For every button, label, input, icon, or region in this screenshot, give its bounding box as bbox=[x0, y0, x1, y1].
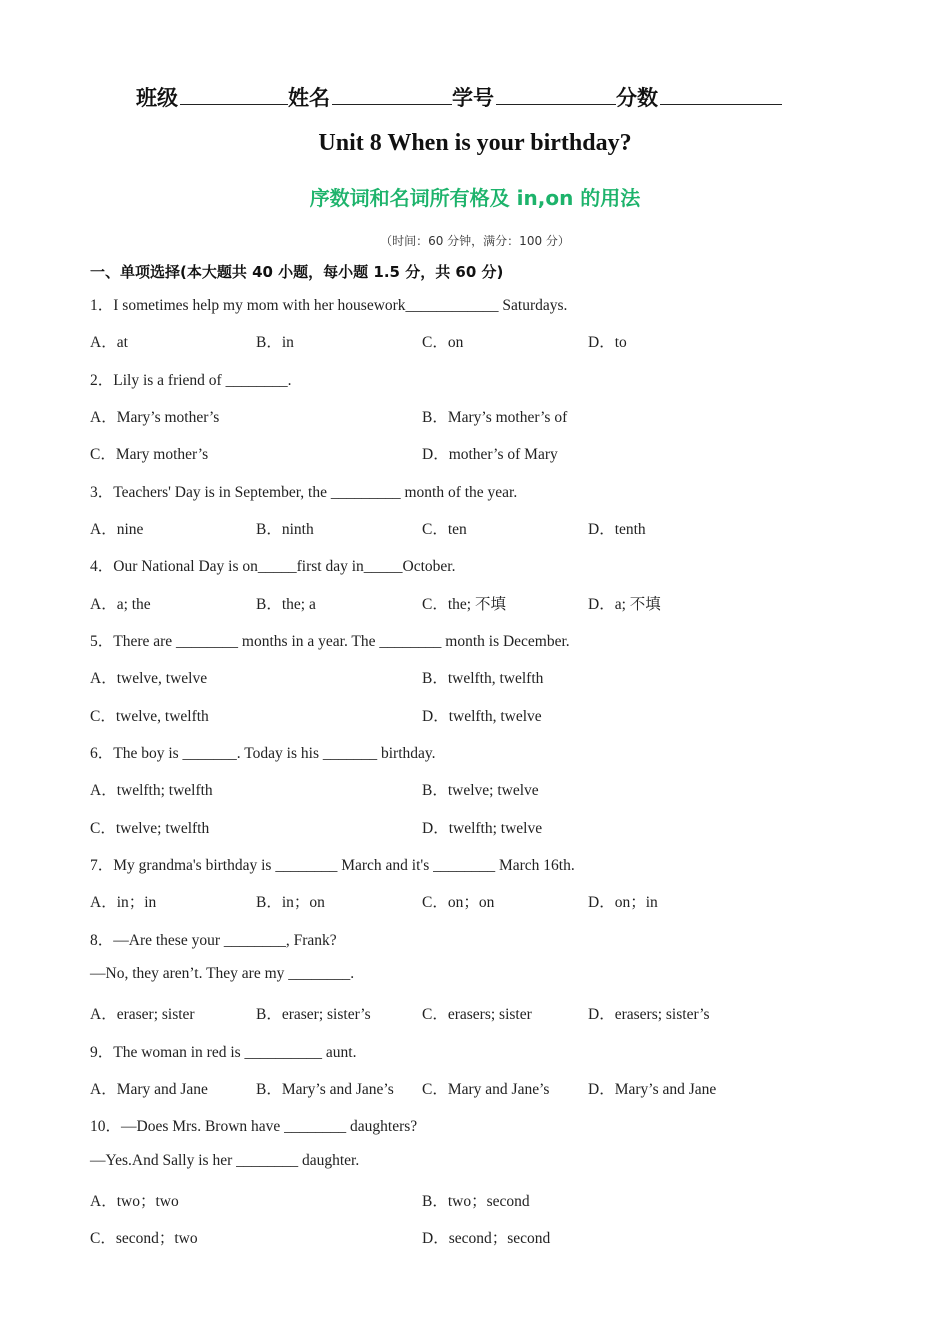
option-c[interactable]: C．second；two bbox=[90, 1230, 198, 1247]
option-c[interactable]: C．on bbox=[422, 334, 464, 351]
option-d[interactable]: D．a; 不填 bbox=[588, 596, 661, 613]
option-b[interactable]: B．the; a bbox=[256, 596, 316, 613]
question-stem: 8．—Are these your ________, Frank? bbox=[90, 932, 337, 949]
question-stem-reply: —No, they aren’t. They are my ________. bbox=[90, 965, 355, 982]
option-b[interactable]: B．in bbox=[256, 334, 294, 351]
option-c[interactable]: C．Mary mother’s bbox=[90, 446, 209, 463]
student-id-label: 学号 bbox=[452, 86, 494, 110]
option-b[interactable]: B．ninth bbox=[256, 521, 314, 538]
option-b[interactable]: B．twelve; twelve bbox=[422, 782, 539, 799]
option-a[interactable]: A．Mary and Jane bbox=[90, 1081, 208, 1098]
question-stem-reply: —Yes.And Sally is her ________ daughter. bbox=[90, 1152, 360, 1169]
option-a[interactable]: A．two；two bbox=[90, 1193, 179, 1210]
option-b[interactable]: B．eraser; sister’s bbox=[256, 1006, 371, 1023]
name-blank[interactable] bbox=[332, 84, 452, 105]
score-blank[interactable] bbox=[660, 84, 782, 105]
question-stem: 3．Teachers' Day is in September, the _________ month of the year. bbox=[90, 484, 518, 501]
option-c[interactable]: C．twelve; twelfth bbox=[90, 820, 210, 837]
worksheet-title: Unit 8 When is your birthday? bbox=[318, 130, 632, 156]
class-blank[interactable] bbox=[180, 84, 288, 105]
option-d[interactable]: D．to bbox=[588, 334, 627, 351]
option-b[interactable]: B．twelfth, twelfth bbox=[422, 670, 544, 687]
question-stem: 1．I sometimes help my mom with her housework____________ Saturdays. bbox=[90, 297, 568, 314]
option-b[interactable]: B．Mary’s and Jane’s bbox=[256, 1081, 394, 1098]
option-d[interactable]: D．twelfth, twelve bbox=[422, 708, 542, 725]
worksheet-subtitle: 序数词和名词所有格及 in,on 的用法 bbox=[309, 186, 641, 210]
option-d[interactable]: D．mother’s of Mary bbox=[422, 446, 558, 463]
option-d[interactable]: D．erasers; sister’s bbox=[588, 1006, 710, 1023]
name-label: 姓名 bbox=[288, 86, 330, 110]
time-note: （时间：60 分钟，满分：100 分） bbox=[380, 234, 570, 248]
student-info-header bbox=[136, 82, 782, 112]
option-a[interactable]: A．at bbox=[90, 334, 128, 351]
option-c[interactable]: C．twelve, twelfth bbox=[90, 708, 209, 725]
option-a[interactable]: A．Mary’s mother’s bbox=[90, 409, 220, 426]
option-c[interactable]: C．the; 不填 bbox=[422, 596, 506, 613]
question-stem: 2．Lily is a friend of ________. bbox=[90, 372, 292, 389]
option-c[interactable]: C．erasers; sister bbox=[422, 1006, 532, 1023]
option-a[interactable]: A．twelfth; twelfth bbox=[90, 782, 213, 799]
class-label: 班级 bbox=[136, 86, 178, 110]
question-stem: 4．Our National Day is on_____first day in_____October. bbox=[90, 558, 456, 575]
option-c[interactable]: C．on；on bbox=[422, 894, 495, 911]
option-a[interactable]: A．in；in bbox=[90, 894, 157, 911]
option-b[interactable]: B．Mary’s mother’s of bbox=[422, 409, 568, 426]
option-c[interactable]: C．ten bbox=[422, 521, 467, 538]
option-d[interactable]: D．tenth bbox=[588, 521, 646, 538]
score-label: 分数 bbox=[616, 86, 658, 110]
option-c[interactable]: C．Mary and Jane’s bbox=[422, 1081, 550, 1098]
section-title: 一、单项选择(本大题共 40 小题，每小题 1.5 分，共 60 分) bbox=[90, 263, 504, 281]
option-b[interactable]: B．two；second bbox=[422, 1193, 530, 1210]
option-d[interactable]: D．twelfth; twelve bbox=[422, 820, 543, 837]
question-stem: 7．My grandma's birthday is ________ March and it's ________ March 16th. bbox=[90, 857, 575, 874]
option-a[interactable]: A．eraser; sister bbox=[90, 1006, 195, 1023]
question-stem: 10．—Does Mrs. Brown have ________ daughters? bbox=[90, 1118, 418, 1135]
option-a[interactable]: A．nine bbox=[90, 521, 144, 538]
option-d[interactable]: D．on；in bbox=[588, 894, 658, 911]
option-d[interactable]: D．Mary’s and Jane bbox=[588, 1081, 717, 1098]
student-id-blank[interactable] bbox=[496, 84, 616, 105]
option-a[interactable]: A．a; the bbox=[90, 596, 151, 613]
question-stem: 9．The woman in red is __________ aunt. bbox=[90, 1044, 357, 1061]
question-stem: 6．The boy is _______. Today is his _______ birthday. bbox=[90, 745, 436, 762]
option-d[interactable]: D．second；second bbox=[422, 1230, 551, 1247]
question-stem: 5．There are ________ months in a year. The ________ month is December. bbox=[90, 633, 570, 650]
option-a[interactable]: A．twelve, twelve bbox=[90, 670, 208, 687]
option-b[interactable]: B．in；on bbox=[256, 894, 325, 911]
